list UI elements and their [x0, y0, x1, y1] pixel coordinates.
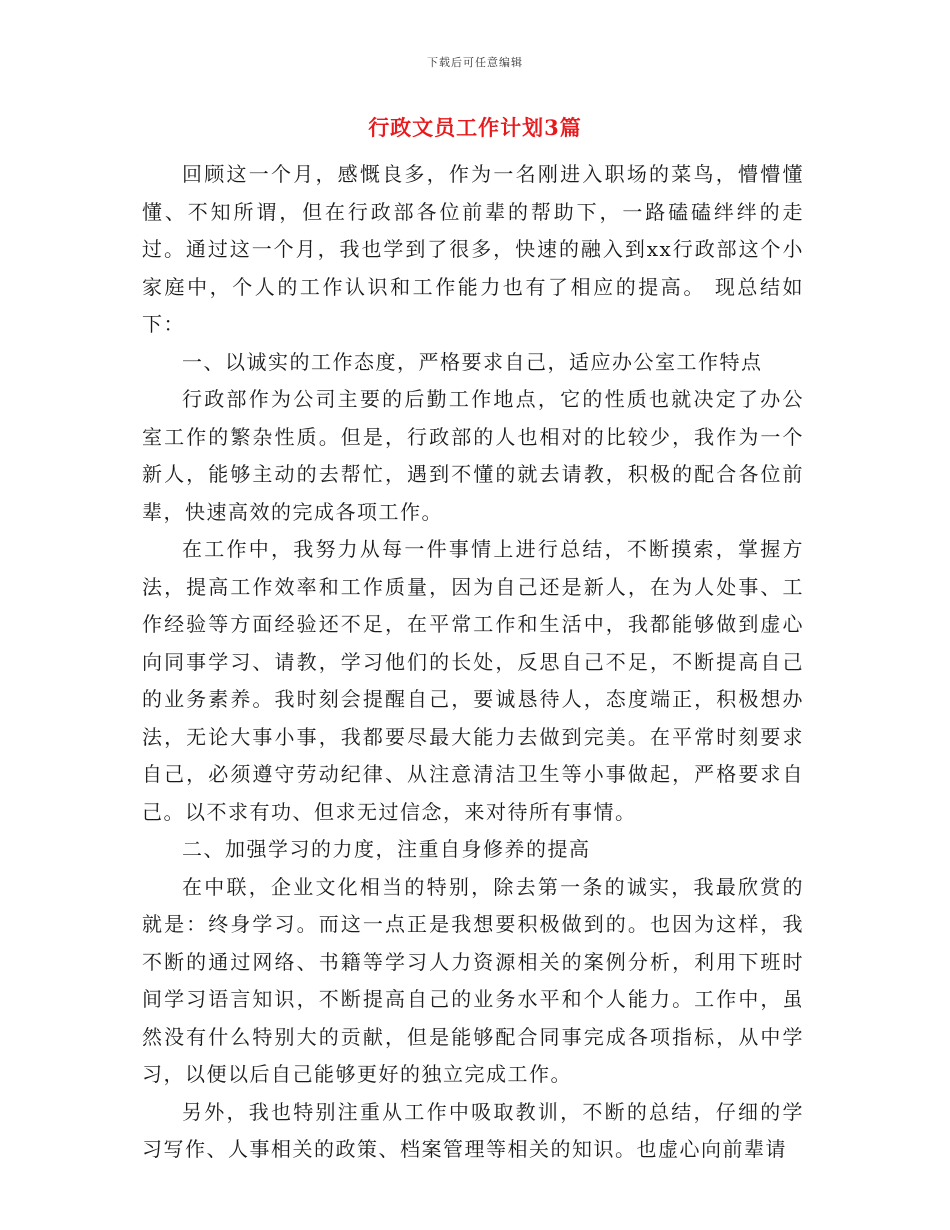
header-note: 下载后可任意编辑: [427, 56, 523, 69]
section-heading: 一、以诚实的工作态度，严格要求自己，适应办公室工作特点: [182, 349, 763, 374]
paragraph: 行政部作为公司主要的后勤工作地点，它的性质也就决定了办公室工作的繁杂性质。但是，行政部的人也相对的比较少，我作为一个新人，能够主动的去帮忙，遇到不懂的就去请教，积极的配合各位前辈，快速高效的完成各项工作。: [142, 387, 804, 524]
paragraph: 在中联，企业文化相当的特别，除去第一条的诚实，我最欣赏的就是：终身学习。而这一点正是我想要积极做到的。也因为这样，我不断的通过网络、书籍等学习人力资源相关的案例分析，利用下班时间学习语言知识，不断提高自己的业务水平和个人能力。工作中，虽然没有什么特别大的贡献，但是能够配合同事完成各项指标，从中学习，以便以后自己能够更好的独立完成工作。: [142, 874, 804, 1086]
paragraph: 回顾这一个月，感慨良多，作为一名刚进入职场的菜鸟，懵懵懂懂、不知所谓，但在行政部各位前辈的帮助下，一路磕磕绊绊的走过。通过这一个月，我也学到了很多，快速的融入到xx行政部这个小家庭中，个人的工作认识和工作能力也有了相应的提高。 现总结如下：: [142, 162, 804, 336]
paragraph: 在工作中，我努力从每一件事情上进行总结，不断摸索，掌握方法，提高工作效率和工作质量，因为自己还是新人，在为人处事、工作经验等方面经验还不足，在平常工作和生活中，我都能够做到虚心向同事学习、请教，学习他们的长处，反思自己不足，不断提高自己的业务素养。我时刻会提醒自己，要诚恳待人，态度端正，积极想办法，无论大事小事，我都要尽最大能力去做到完美。在平常时刻要求自己，必须遵守劳动纪律、从注意清洁卫生等小事做起，严格要求自己。以不求有功、但求无过信念，来对待所有事情。: [142, 537, 804, 824]
paragraph: 另外，我也特别注重从工作中吸取教训，不断的总结，仔细的学习写作、人事相关的政策、档案管理等相关的知识。也虚心向前辈请: [142, 1099, 804, 1161]
document-title: 行政文员工作计划3篇: [368, 115, 582, 140]
document-body: [142, 156, 804, 1169]
section-heading: 二、加强学习的力度，注重自身修养的提高: [182, 837, 591, 861]
